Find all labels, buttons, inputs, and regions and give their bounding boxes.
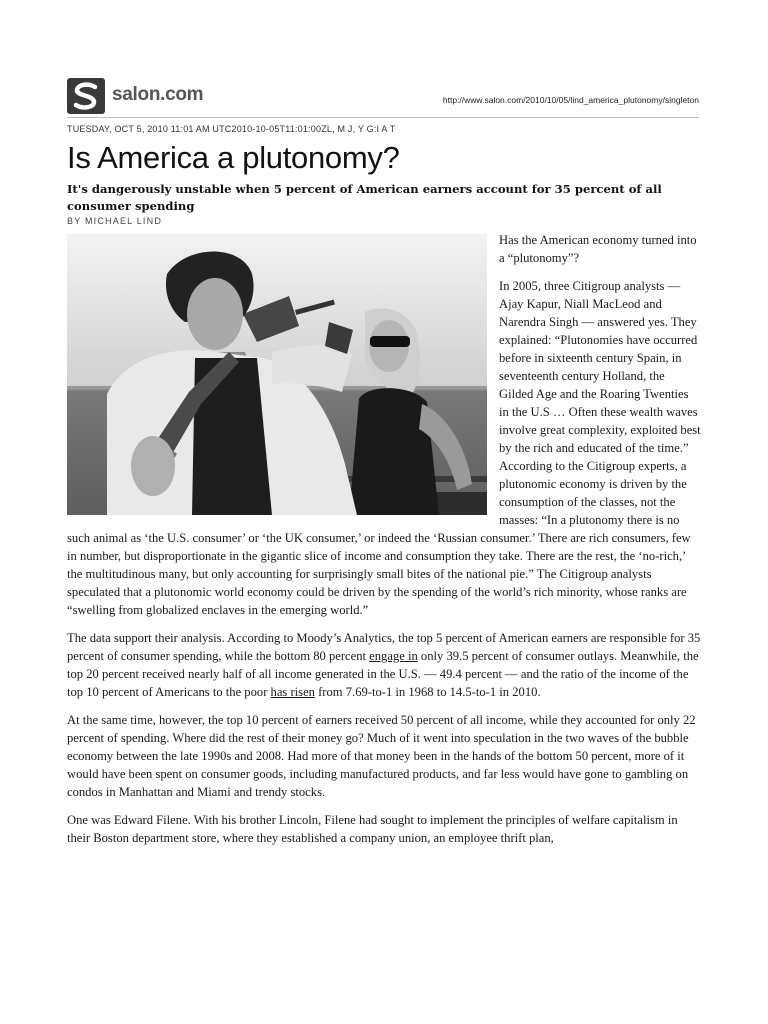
dateline: TUESDAY, OCT 5, 2010 11:01 AM UTC2010-10-05T11:01:00ZL, M J, Y G:I A T — [67, 124, 396, 134]
paragraph-3-part-c: from 7.69-to-1 in 1968 to 14.5-to-1 in 2010. — [314, 685, 541, 699]
paragraph-3 — [67, 629, 701, 701]
paragraph-5: One was Edward Filene. With his brother Lincoln, Filene had sought to implement the principles of welfare capitalism in their Boston department store, where they established a company union, an employee thrift plan, — [67, 813, 678, 845]
photo-spacer — [67, 231, 499, 525]
engage-in-link[interactable]: engage in — [369, 649, 418, 663]
has-risen-link[interactable]: has risen — [270, 685, 315, 699]
paragraph-1: Has the American economy turned into a “plutonomy”? — [499, 233, 697, 265]
article-dek: It's dangerously unstable when 5 percent of American earners account for 35 percent of all consumer spending — [67, 182, 662, 213]
site-logo-text[interactable]: salon.com — [112, 84, 204, 105]
masthead — [67, 78, 699, 116]
header-divider — [67, 117, 699, 118]
article-title: Is America a plutonomy? — [67, 140, 400, 175]
salon-logo-icon[interactable] — [67, 78, 105, 114]
article-url: http://www.salon.com/2010/10/05/lind_america_plutonomy/singleton — [442, 95, 699, 105]
paragraph-3-part-b: only 39.5 percent of consumer outlays. Meanwhile, the top 20 percent received nearly half of all income generated in the U.S. — 49.4 percent — and the ratio of the income of the top 10 percent of Americans to the poor — [67, 649, 699, 699]
paragraph-4: At the same time, however, the top 10 percent of earners received 50 percent of all income, while they accounted for only 22 percent of spending. Where did the rest of their money go? Much of it went into speculation in the two waves of the bubble economy between the late 1990s and 2008. Had more of that money been in the hands of the bottom 50 percent, more of it would have been spent on consumer goods, including manufactured products, and far less would have gone to gambling on condos in Manhattan and Miami and trendy stocks. — [67, 713, 696, 799]
byline: BY MICHAEL LIND — [67, 216, 163, 226]
article-body — [67, 231, 701, 857]
paragraph-2: In 2005, three Citigroup analysts — Ajay Kapur, Niall MacLeod and Narendra Singh — answered yes. They explained: “Plutonomies have occurred before in sixteenth century Spain, in seventeenth century Holland, the Gilded Age and the Roaring Twenties in the U.S … Often these wealth waves involve great complexity, exploited best by the rich and educated of the time.” According to the Citigroup experts, a plutonomic economy is driven by the consumption of the classes, not the masses: “In a plutonomy there is no such animal as ‘the U.S. consumer’ or ‘the UK consumer,’ or indeed the ‘Russian consumer.’ There are rich consumers, few in number, but disproportionate in the gigantic slice of income and consumption they take. There are the rest, the ‘no-rich,’ the multitudinous many, but only accounting for surprisingly small bites of the national pie.” The Citigroup analysts speculated that a plutonomic world economy could be driven by the spending of the world’s rich minority, whose ranks are “swelling from globalized enclaves in the emerging world.” — [67, 279, 701, 617]
paragraph-3-part-a: The data support their analysis. According to Moody’s Analytics, the top 5 percent of American earners are responsible for 35 percent of consumer spending, while the bottom 80 percent — [67, 631, 701, 663]
